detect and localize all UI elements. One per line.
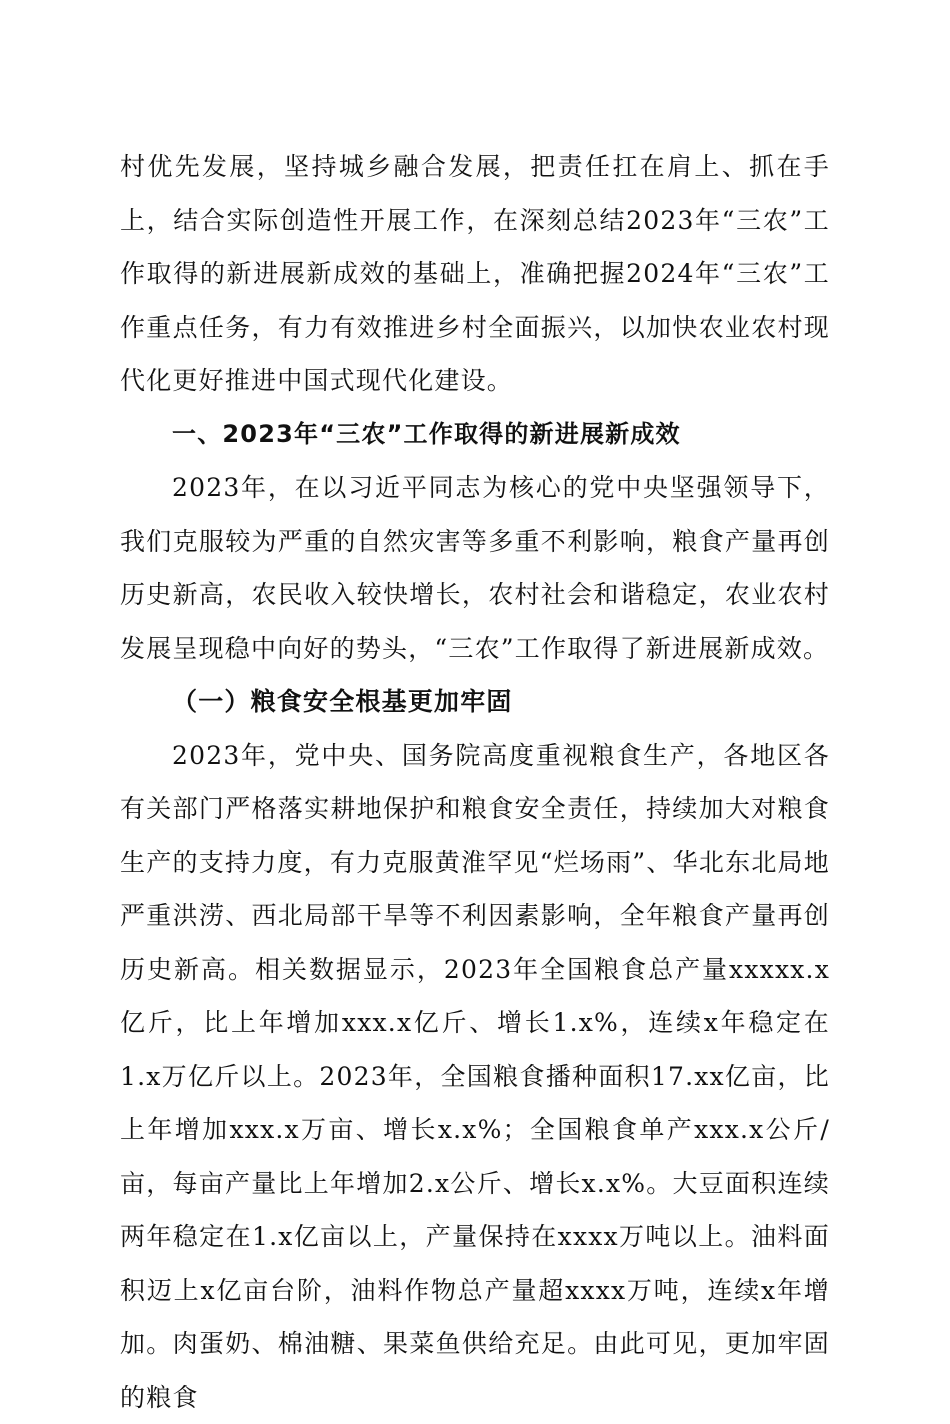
section-heading: 一、2023年“三农”工作取得的新进展新成效 — [120, 408, 830, 462]
subsection-body-paragraph: 2023年，党中央、国务院高度重视粮食生产，各地区各有关部门严格落实耕地保护和粮食安全责任，持续加大对粮食生产的支持力度，有力克服黄淮罕见“烂场雨”、华北东北局地严重洪涝、西北局部干旱等不利因素影响，全年粮食产量再创历史新高。相关数据显示，2023年全国粮食总产量xxxxx.x亿斤，比上年增加xxx.x亿斤、增长1.x%，连续x年稳定在1.x万亿斤以上。2023年，全国粮食播种面积17.xx亿亩，比上年增加xxx.x万亩、增长x.x%；全国粮食单产xxx.x公斤/亩，每亩产量比上年增加2.x公斤、增长x.x%。大豆面积连续两年稳定在1.x亿亩以上，产量保持在xxxx万吨以上。油料面积迈上x亿亩台阶，油料作物总产量超xxxx万吨，连续x年增加。肉蛋奶、棉油糖、果菜鱼供给充足。由此可见，更加牢固的粮食 — [120, 729, 830, 1424]
document-page — [120, 140, 830, 1424]
paragraph-continued: 村优先发展，坚持城乡融合发展，把责任扛在肩上、抓在手上，结合实际创造性开展工作，在深刻总结2023年“三农”工作取得的新进展新成效的基础上，准确把握2024年“三农”工作重点任务，有力有效推进乡村全面振兴，以加快农业农村现代化更好推进中国式现代化建设。 — [120, 140, 830, 408]
section-intro-paragraph: 2023年，在以习近平同志为核心的党中央坚强领导下，我们克服较为严重的自然灾害等多重不利影响，粮食产量再创历史新高，农民收入较快增长，农村社会和谐稳定，农业农村发展呈现稳中向好的势头，“三农”工作取得了新进展新成效。 — [120, 461, 830, 675]
subsection-heading: （一）粮食安全根基更加牢固 — [120, 675, 830, 729]
